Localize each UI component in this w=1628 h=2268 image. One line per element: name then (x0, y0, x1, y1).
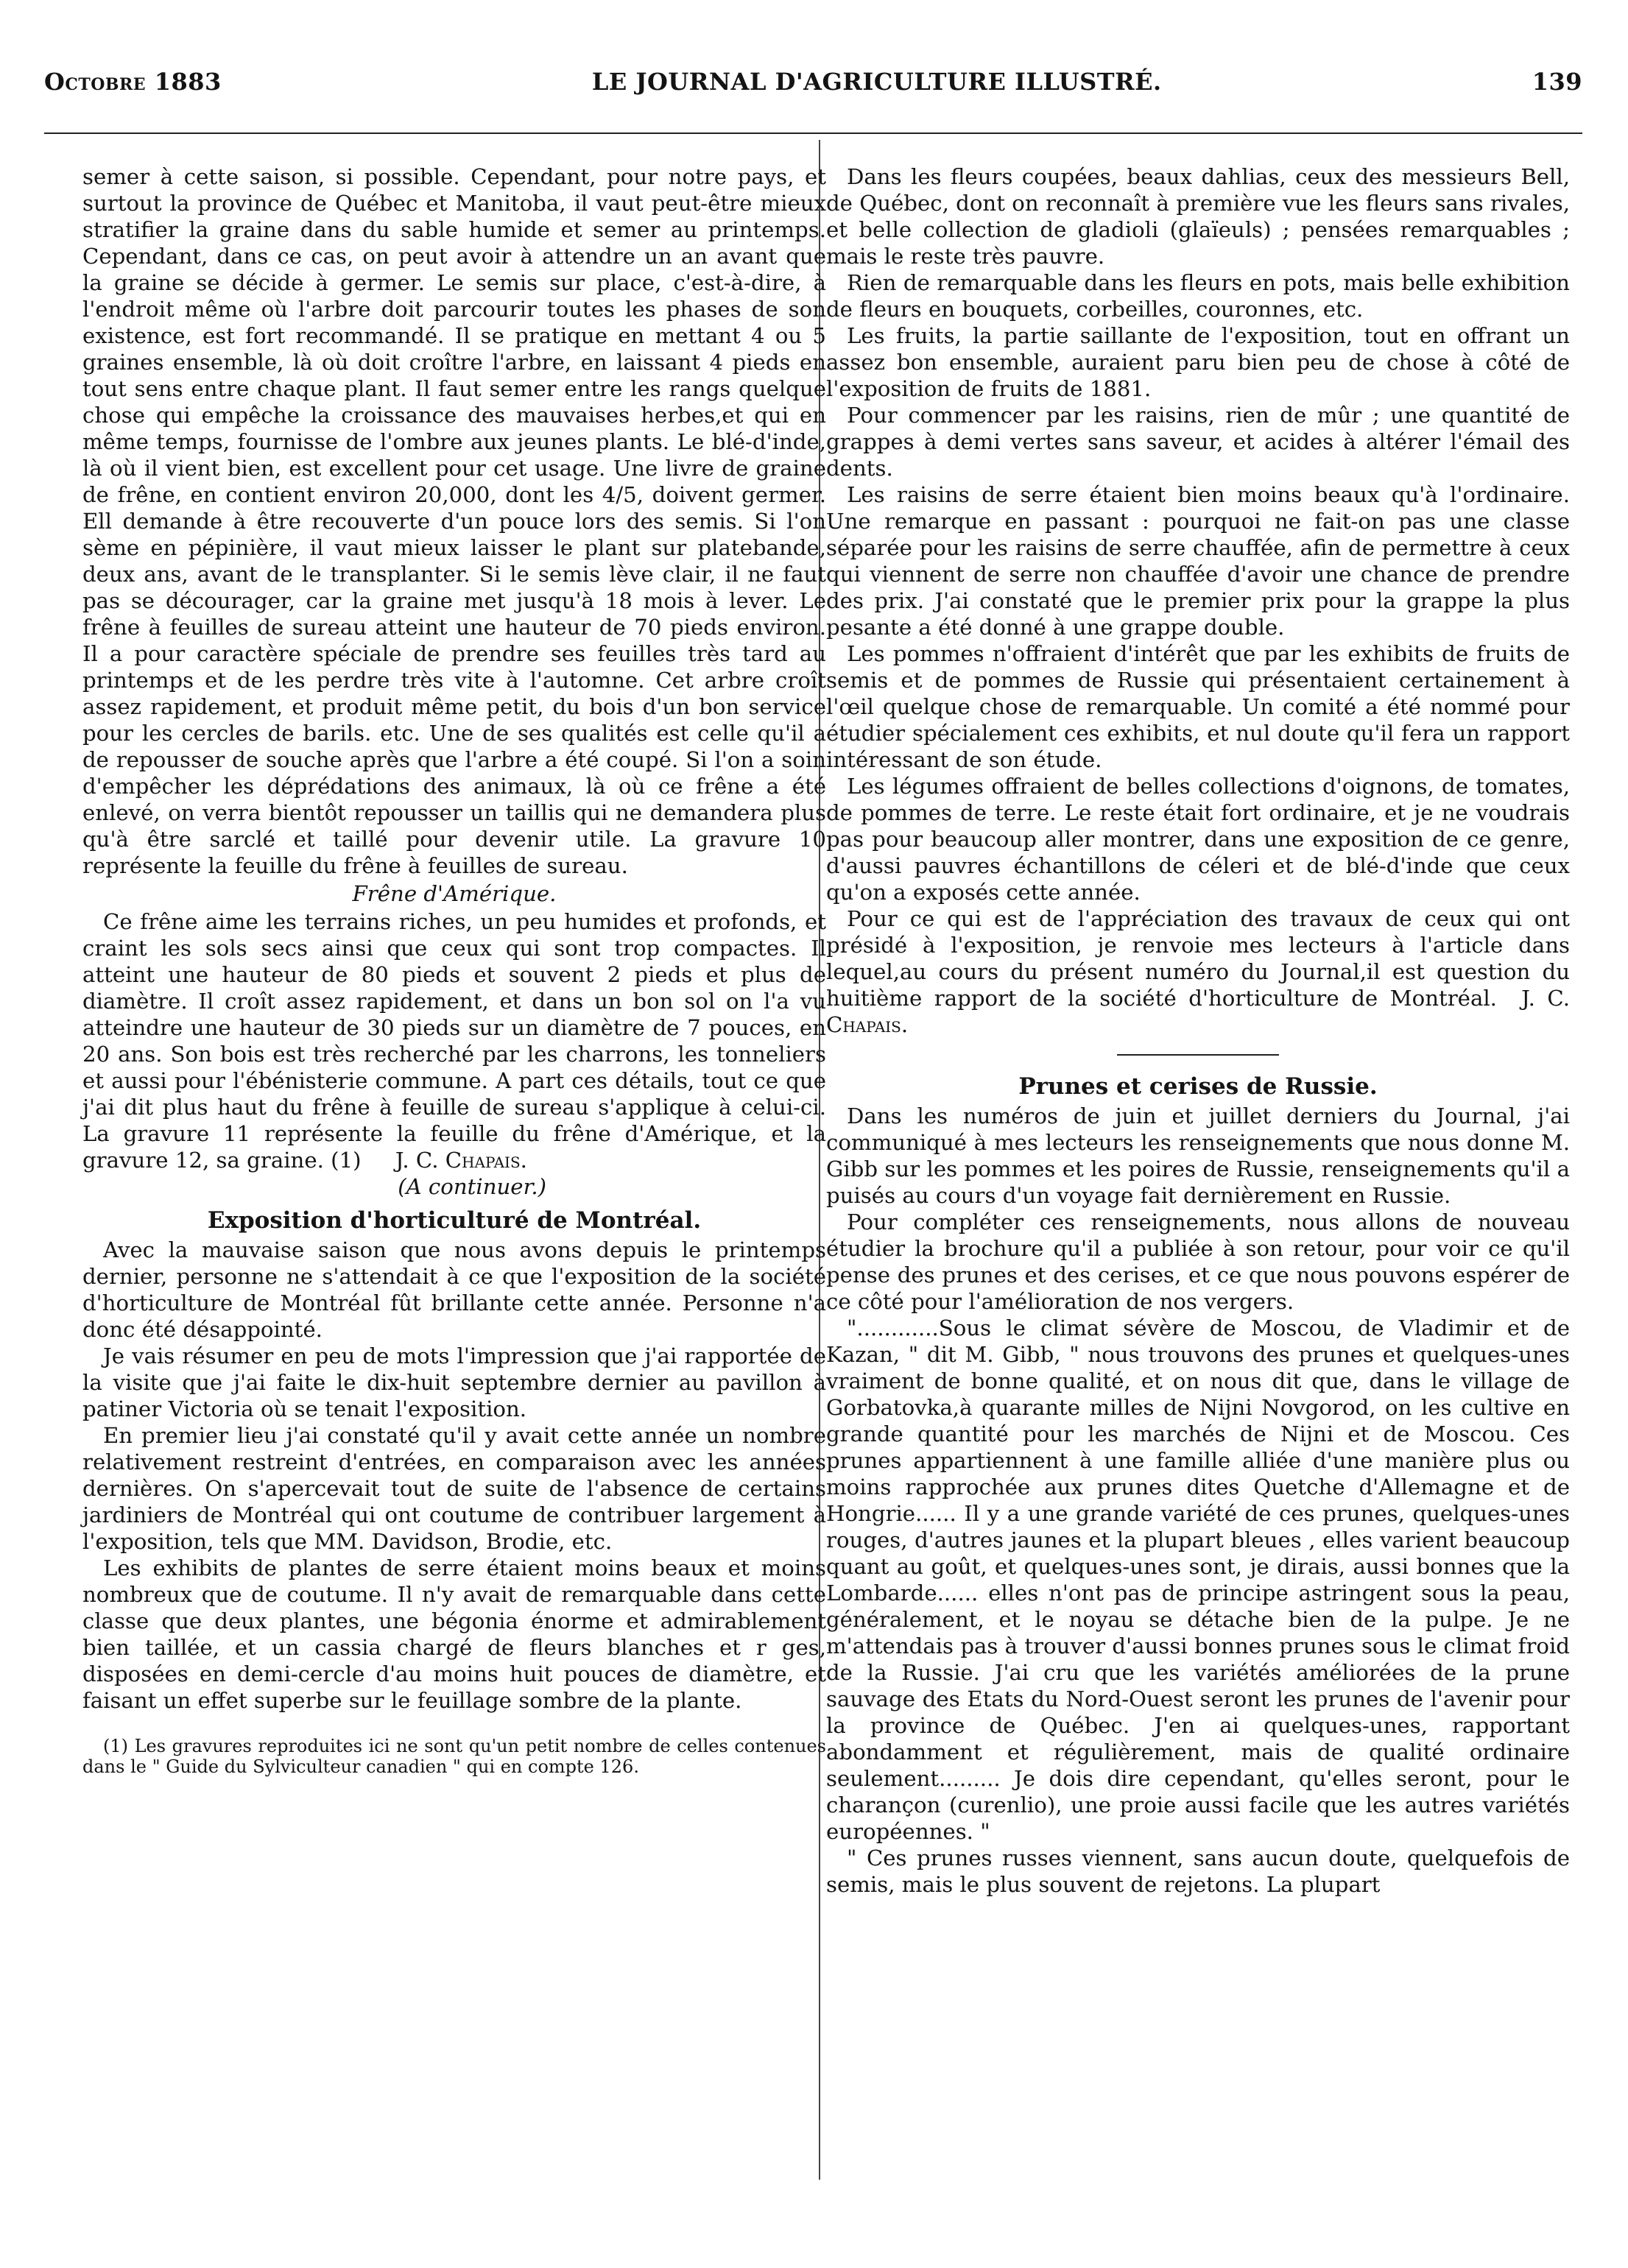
paragraph: En premier lieu j'ai constaté qu'il y avait cette année un nombre relativement restreint d'entrées, en comparaison avec les années dernières. On s'apercevait tout de suite de l'absence de certains jardiniers de Montréal qui ont coutume de contribuer largement à l'exposition, tels que MM. Davidson, Brodie, etc. (82, 1423, 826, 1554)
paragraph: Pour compléter ces renseignements, nous allons de nouveau étudier la brochure qu'il a publiée à son retour, pour voir ce qu'il pense des prunes et des cerises, et ce que nous pouvons espérer de ce côté pour l'amélioration de nos vergers. (826, 1209, 1570, 1314)
paragraph: Les légumes offraient de belles collections d'oignons, de tomates, de pommes de terre. Le reste était fort ordinaire, et je ne voudrais pas pour beaucoup aller montrer, dans une exposition de ce genre, d'aussi pauvres échantillons de céleri et de blé-d'inde que ceux qu'on a exposés cette année. (826, 774, 1570, 905)
paragraph-text: Pour ce qui est de l'appréciation des travaux de ceux qui ont présidé à l'exposition, je renvoie mes lecteurs à l'article dans lequel,au cours du présent numéro du Journal,il est question du huitième rapport de la société d'horticulture de Montréal. (826, 906, 1570, 1011)
paragraph: Les pommes n'offraient d'intérêt que par les exhibits de fruits de semis et de pommes de Russie qui présentaient certainement à l'œil quelque chose de remarquable. Un comité a été nommé pour étudier spécialement ces exhibits, et nul doute qu'il fera un rapport intéressant de son étude. (826, 641, 1570, 772)
footnote: (1) Les gravures reproduites ici ne sont qu'un petit nombre de celles contenues dans le " Guide du Sylviculteur canadien " qui en compte 126. (82, 1736, 826, 1777)
paragraph: Avec la mauvaise saison que nous avons depuis le printemps dernier, personne ne s'attendait à ce que l'exposition de la société d'horticulture de Montréal fût brillante cette année. Personne n'a donc été désappointé. (82, 1237, 826, 1342)
paragraph: Dans les numéros de juin et juillet derniers du Journal, j'ai communiqué à mes lecteurs les renseignements que nous donne M. Gibb sur les pommes et les poires de Russie, renseignements qu'il a puisés au cours d'un voyage fait dernièrement en Russie. (826, 1103, 1570, 1208)
subheading-frene-amerique: Frêne d'Amérique. (352, 881, 557, 906)
paragraph: Les fruits, la partie saillante de l'exposition, tout en offrant un assez bon ensemble, auraient paru bien peu de chose à côté de l'exposition de fruits de 1881. (826, 323, 1570, 401)
section-title-exposition: Exposition d'horticulturé de Montréal. (207, 1207, 702, 1234)
paragraph: Les raisins de serre étaient bien moins beaux qu'à l'ordinaire. Une remarque en passant : pourquoi ne fait-on pas une classe séparée pour les raisins de serre chauffée, afin de permettre à ceux qui viennent de serre non chauffée d'avoir une chance de prendre des prix. J'ai constaté que le premier prix pour la grappe la plus pesante a été donné à une grappe double. (826, 482, 1570, 640)
header-page-number: 139 (1532, 68, 1582, 96)
paragraph: Rien de remarquable dans les fleurs en pots, mais belle exhibition de fleurs en bouquets, corbeilles, couronnes, etc. (826, 270, 1570, 322)
header-journal-title: LE JOURNAL D'AGRICULTURE ILLUSTRÉ. (591, 68, 1162, 96)
paragraph: "............Sous le climat sévère de Moscou, de Vladimir et de Kazan, " dit M. Gibb, " nous trouvons des prunes et quelques-unes vraiment de bonne qualité, et on nous dit que, dans le village de Gorbatovka,à quarante milles de Nijni Novgorod, on les cultive en grande quantité pour les marchés de Nijni et de Moscou. Ces prunes appartiennent à une famille alliée d'une manière plus ou moins rapprochée aux prunes dites Quetche d'Allemagne et de Hongrie...... Il y a une grande variété de ces prunes, quelques-unes rouges, d'autres jaunes et la plupart bleues , elles varient beaucoup quant au goût, et quelques-unes sont, je dirais, aussi bonnes que la Lombarde...... elles n'ont pas de principe astringent sous la peau, généralement, et le noyau se détache bien de la pulpe. Je ne m'attendais pas à trouver d'aussi bonnes prunes sous le climat froid de la Russie. J'ai cru que les variétés améliorées de la prune sauvage des Etats du Nord-Ouest seront les prunes de l'avenir pour la province de Québec. J'en ai quelques-unes, rapportant abondamment et régulièrement, mais de qualité ordinaire seulement......... Je dois dire cependant, qu'elles seront, pour le charançon (curenlio), une proie aussi facile que les autres variétés européennes. " (826, 1315, 1570, 1844)
paragraph: " Ces prunes russes viennent, sans aucun doute, quelquefois de semis, mais le plus souvent de rejetons. La plupart (826, 1845, 1570, 1897)
signature: J. C. Chapais. (826, 986, 1571, 1037)
continuation-note: (A continuer.) (398, 1174, 546, 1199)
paragraph: Pour commencer par les raisins, rien de mûr ; une quantité de grappes à demi vertes sans saveur, et acides à altérer l'émail des dents. (826, 403, 1570, 481)
paragraph: Je vais résumer en peu de mots l'impression que j'ai rapportée de la visite que j'ai faite le dix-huit septembre dernier au pavillon à patiner Victoria où se tenait l'exposition. (82, 1343, 826, 1421)
paragraph: Les exhibits de plantes de serre étaient moins beaux et moins nombreux que de coutume. Il n'y avait de remarquable dans cette classe que deux plantes, une bégonia énorme et admirablement bien taillée, et un cassia chargé de fleurs blanches et r ges, disposées en demi-cercle d'au moins huit pouces de diamètre, et faisant un effet superbe sur le feuillage sombre de la plante. (82, 1555, 826, 1713)
paragraph: semer à cette saison, si possible. Cependant, pour notre pays, et surtout la province de Québec et Manitoba, il vaut peut-être mieux stratifier la graine dans du sable humide et semer au printemps. Cependant, dans ce cas, on peut avoir à attendre un an avant que la graine se décide à germer. Le semis sur place, c'est-à-dire, à l'endroit même où l'arbre doit parcourir toutes les phases de son existence, est fort recommandé. Il se pratique en mettant 4 ou 5 graines ensemble, là où doit croître l'arbre, en laissant 4 pieds en tout sens entre chaque plant. Il faut semer entre les rangs quelque chose qui empêche la croissance des mauvaises herbes,et qui en même temps, fournisse de l'ombre aux jeunes plants. Le blé-d'inde, là où il vient bien, est excellent pour cet usage. Une livre de graine de frêne, en contient environ 20,000, dont les 4/5, doivent germer. Ell demande à être recouverte d'un pouce lors des semis. Si l'on sème en pépinière, il vaut mieux laisser le plant sur platebande, deux ans, avant de le transplanter. Si le semis lève clair, il ne faut pas se décourager, car la graine met jusqu'à 18 mois à lever. Le frêne à feuilles de sureau atteint une hauteur de 70 pieds environ. Il a pour caractère spéciale de prendre ses feuilles très tard au printemps et de les perdre très vite à l'automne. Cet arbre croît assez rapidement, et produit même petit, du bois d'un bon service pour les cercles de barils. etc. Une de ses qualités est celle qu'il a de repousser de souche après que l'arbre a été coupé. Si l'on a soin d'empêcher les déprédations des animaux, là où ce frêne a été enlevé, on verra bientôt repousser un taillis qui ne demandera plus qu'à être sarclé et taillé pour devenir utile. La gravure 10 représente la feuille du frêne à feuilles de sureau. (82, 164, 826, 878)
header-rule (44, 133, 1582, 134)
signature: J. C. Chapais. (395, 1148, 527, 1173)
section-rule (1117, 1054, 1279, 1056)
paragraph (826, 905, 1570, 1038)
paragraph: Dans les fleurs coupées, beaux dahlias, ceux des messieurs Bell, de Québec, dont on reconnaît à première vue les fleurs sans rivales, et belle collection de gladioli (glaïeuls) ; pensées remarquables ; mais le reste très pauvre. (826, 164, 1570, 269)
section-title-prunes: Prunes et cerises de Russie. (1018, 1073, 1378, 1100)
header-date: Octobre 1883 (44, 68, 222, 96)
right-column (826, 163, 1570, 2209)
paragraph-text: Ce frêne aime les terrains riches, un peu humides et profonds, et craint les sols secs ainsi que ceux qui sont trop compactes. Il atteint une hauteur de 80 pieds et souvent 2 pieds et plus de diamètre. Il croît assez rapidement, et dans un bon sol on l'a vu atteindre une hauteur de 30 pieds sur un diamètre de 7 pouces, en 20 ans. Son bois est très recherché par les charrons, les tonneliers et aussi pour l'ébénisterie commune. A part ces détails, tout ce que j'ai dit plus haut du frêne à feuille de sureau s'applique à celui-ci. La gravure 11 représente la feuille du frêne d'Amérique, et la gravure 12, sa graine. (1) (82, 909, 826, 1173)
paragraph (82, 908, 826, 1173)
page-header (44, 68, 1582, 112)
left-column (82, 163, 826, 2209)
